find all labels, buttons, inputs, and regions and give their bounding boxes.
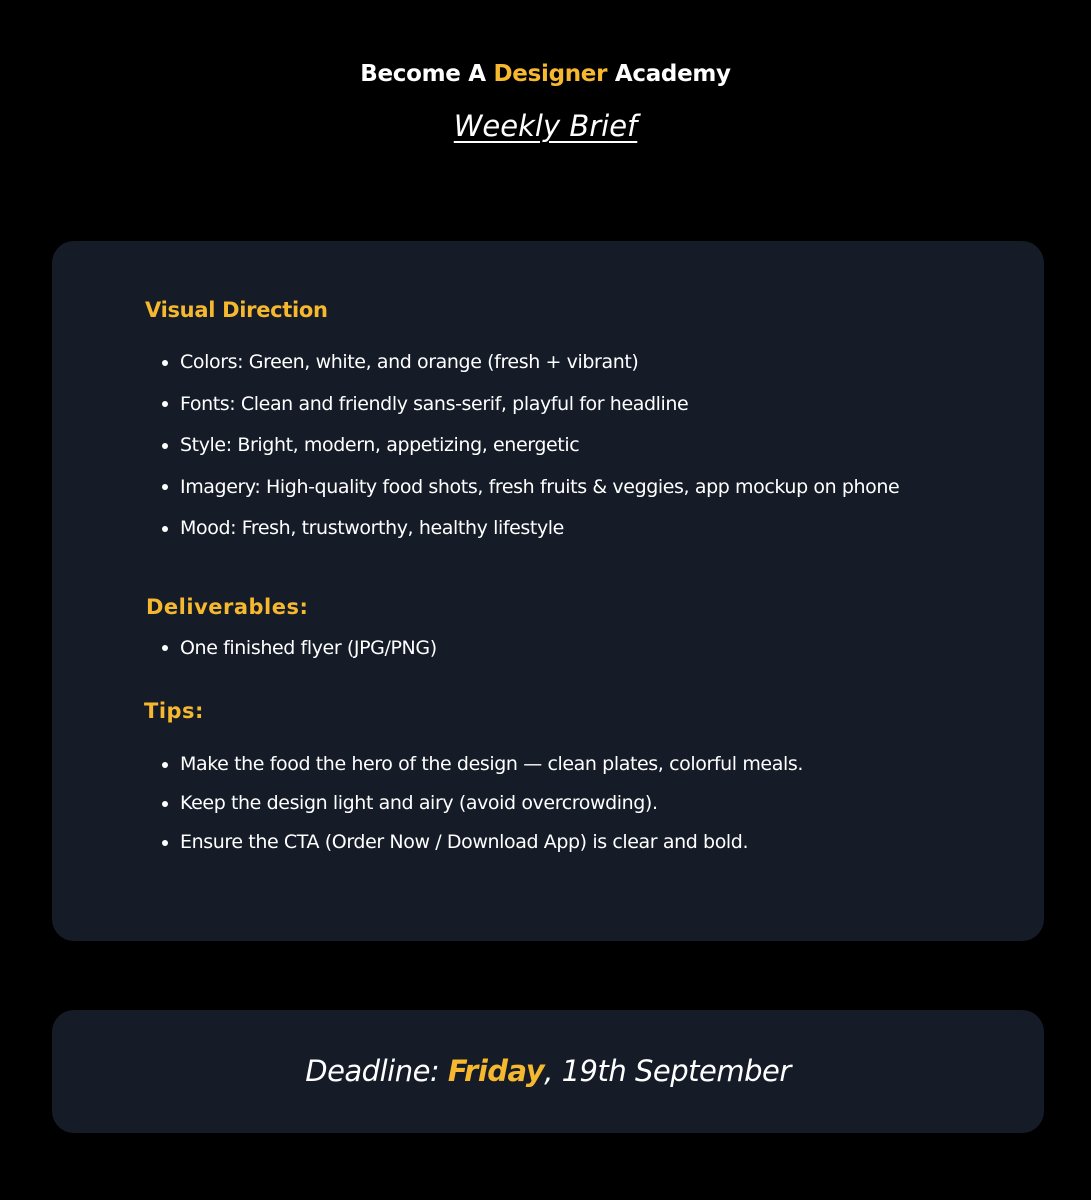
list-item: Ensure the CTA (Order Now / Download App) is clear and bold. [160, 823, 803, 862]
tips-list [160, 745, 803, 862]
page-title [0, 61, 1091, 87]
visual-direction-heading: Visual Direction [145, 298, 328, 322]
deadline-date: , 19th September [544, 1054, 791, 1088]
visual-direction-list [160, 342, 899, 550]
list-item: Colors: Green, white, and orange (fresh + vibrant) [160, 342, 899, 384]
list-item: Keep the design light and airy (avoid overcrowding). [160, 784, 803, 823]
deadline-label: Deadline: [305, 1054, 448, 1088]
deliverables-heading: Deliverables: [146, 595, 309, 619]
title-accent: Designer [493, 61, 608, 87]
deadline-card [52, 1010, 1044, 1133]
tips-heading: Tips: [144, 699, 204, 723]
deliverables-list [160, 633, 437, 663]
deadline-text [52, 1010, 1044, 1133]
list-item: One finished flyer (JPG/PNG) [160, 633, 437, 663]
brief-card [52, 241, 1044, 941]
list-item: Make the food the hero of the design — clean plates, colorful meals. [160, 745, 803, 784]
title-prefix: Become A [360, 61, 494, 87]
list-item: Style: Bright, modern, appetizing, energetic [160, 425, 899, 467]
deadline-day: Friday [447, 1054, 545, 1088]
list-item: Fonts: Clean and friendly sans-serif, playful for headline [160, 384, 899, 426]
list-item: Imagery: High-quality food shots, fresh fruits & veggies, app mockup on phone [160, 467, 899, 509]
title-suffix: Academy [607, 61, 731, 87]
list-item: Mood: Fresh, trustworthy, healthy lifestyle [160, 508, 899, 550]
page-subtitle: Weekly Brief [453, 109, 638, 143]
